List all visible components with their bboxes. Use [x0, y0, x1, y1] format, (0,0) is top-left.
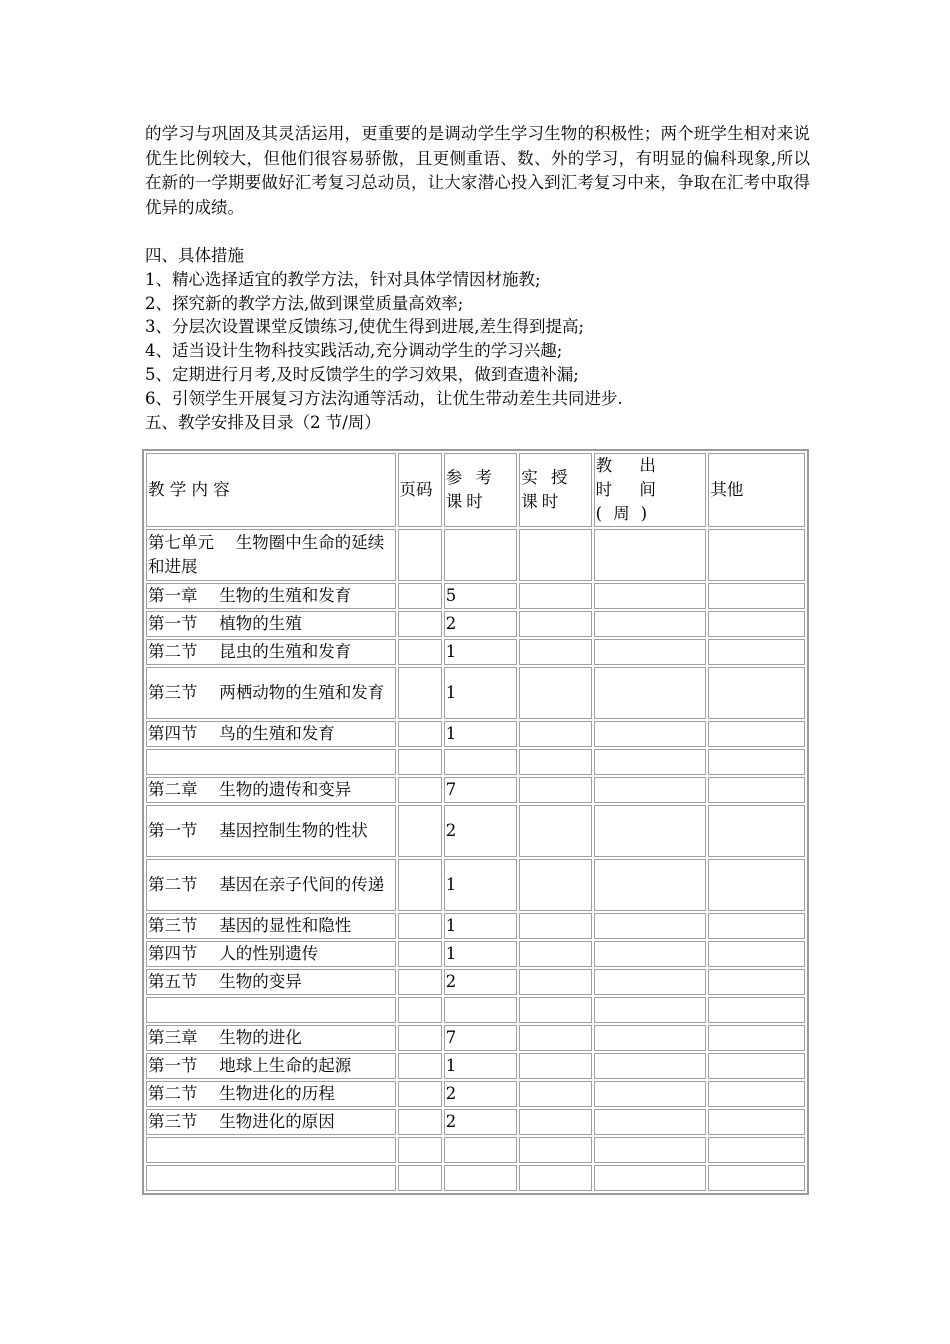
cell-page: [398, 1025, 442, 1051]
cell-actual-hours: [519, 859, 591, 911]
table-row: [146, 1053, 805, 1079]
cell-page: [398, 777, 442, 803]
cell-actual-hours: [519, 941, 591, 967]
cell-weeks: [594, 1137, 707, 1163]
cell-other: [708, 859, 805, 911]
cell-ref-hours: [444, 529, 517, 581]
cell-content: [146, 1137, 396, 1163]
table-row: [146, 1109, 805, 1135]
cell-page: [398, 1053, 442, 1079]
cell-other: [708, 1109, 805, 1135]
cell-weeks: [594, 1165, 707, 1191]
spacer: [145, 220, 810, 244]
cell-ref-hours: 2: [444, 611, 517, 637]
table-row: [146, 639, 805, 665]
cell-content: 第一章 生物的生殖和发育: [146, 583, 396, 609]
measure-item: 5、定期进行月考,及时反馈学生的学习效果，做到查遗补漏;: [145, 364, 579, 384]
cell-actual-hours: [519, 529, 591, 581]
cell-content: 第二章 生物的遗传和变异: [146, 777, 396, 803]
cell-ref-hours: [444, 749, 517, 775]
cell-ref-hours: 2: [444, 969, 517, 995]
cell-page: [398, 805, 442, 857]
cell-page: [398, 1081, 442, 1107]
cell-content: 第一节 基因控制生物的性状: [146, 805, 396, 857]
cell-actual-hours: [519, 721, 591, 747]
cell-page: [398, 941, 442, 967]
measure-item: 3、分层次设置课堂反馈练习,使优生得到进展,差生得到提高;: [145, 317, 585, 337]
cell-other: [708, 749, 805, 775]
table-row: [146, 667, 805, 719]
table-row: [146, 1025, 805, 1051]
cell-page: [398, 667, 442, 719]
cell-weeks: [594, 997, 707, 1023]
cell-page: [398, 749, 442, 775]
table-row: [146, 997, 805, 1023]
schedule-table: [142, 449, 809, 1195]
cell-page: [398, 583, 442, 609]
section4-heading: 四、具体措施: [145, 246, 244, 265]
cell-ref-hours: 1: [444, 639, 517, 665]
header-ref-hours: 参 考 课时: [444, 453, 517, 527]
header-other: 其他: [708, 453, 805, 527]
cell-weeks: [594, 1053, 707, 1079]
cell-page: [398, 969, 442, 995]
table-header-row: [146, 453, 805, 527]
cell-weeks: [594, 639, 707, 665]
section5-heading: 五、教学安排及目录（2 节/周）: [145, 412, 381, 432]
cell-page: [398, 913, 442, 939]
cell-content: 第四节 人的性别遗传: [146, 941, 396, 967]
table-row: [146, 941, 805, 967]
table-row: [146, 583, 805, 609]
cell-other: [708, 611, 805, 637]
cell-other: [708, 1081, 805, 1107]
measure-item: 6、引领学生开展复习方法沟通等活动，让优生带动差生共同进步.: [145, 388, 623, 408]
cell-actual-hours: [519, 583, 591, 609]
cell-ref-hours: 1: [444, 667, 517, 719]
cell-actual-hours: [519, 1025, 591, 1051]
cell-weeks: [594, 1025, 707, 1051]
cell-other: [708, 1165, 805, 1191]
cell-actual-hours: [519, 777, 591, 803]
cell-ref-hours: 1: [444, 913, 517, 939]
header-weeks: 教 出 时 间(周): [594, 453, 707, 527]
cell-content: 第五节 生物的变异: [146, 969, 396, 995]
cell-content: 第一节 植物的生殖: [146, 611, 396, 637]
cell-ref-hours: 1: [444, 859, 517, 911]
cell-other: [708, 583, 805, 609]
cell-other: [708, 529, 805, 581]
cell-content: 第三节 基因的显性和隐性: [146, 913, 396, 939]
table-row: [146, 529, 805, 581]
cell-actual-hours: [519, 1165, 591, 1191]
intro-paragraph: 的学习与巩固及其灵活运用，更重要的是调动学生学习生物的积极性；两个班学生相对来说优生比例较大，但他们很容易骄傲，且更侧重语、数、外的学习，有明显的偏科现象,所以在新的一学期要做好汇考复习总动员，让大家潜心投入到汇考复习中来，争取在汇考中取得优异的成绩。: [145, 124, 810, 217]
header-content: 教 学 内 容: [146, 453, 396, 527]
cell-page: [398, 721, 442, 747]
cell-other: [708, 805, 805, 857]
cell-ref-hours: 7: [444, 1025, 517, 1051]
table-row: [146, 721, 805, 747]
table-row: [146, 1137, 805, 1163]
cell-ref-hours: [444, 1137, 517, 1163]
cell-weeks: [594, 859, 707, 911]
cell-weeks: [594, 805, 707, 857]
cell-content: 第三节 两栖动物的生殖和发育: [146, 667, 396, 719]
cell-weeks: [594, 529, 707, 581]
cell-actual-hours: [519, 1053, 591, 1079]
cell-page: [398, 611, 442, 637]
cell-other: [708, 721, 805, 747]
header-page: 页码: [398, 453, 442, 527]
cell-weeks: [594, 913, 707, 939]
cell-actual-hours: [519, 913, 591, 939]
table-row: [146, 913, 805, 939]
cell-ref-hours: 1: [444, 941, 517, 967]
table-row: [146, 611, 805, 637]
cell-page: [398, 1165, 442, 1191]
cell-actual-hours: [519, 997, 591, 1023]
cell-ref-hours: 1: [444, 1053, 517, 1079]
cell-actual-hours: [519, 1109, 591, 1135]
cell-actual-hours: [519, 805, 591, 857]
cell-weeks: [594, 611, 707, 637]
cell-page: [398, 859, 442, 911]
cell-content: 第二节 昆虫的生殖和发育: [146, 639, 396, 665]
cell-other: [708, 941, 805, 967]
cell-page: [398, 529, 442, 581]
cell-weeks: [594, 721, 707, 747]
cell-content: [146, 997, 396, 1023]
cell-weeks: [594, 749, 707, 775]
cell-actual-hours: [519, 639, 591, 665]
cell-page: [398, 997, 442, 1023]
cell-content: 第四节 鸟的生殖和发育: [146, 721, 396, 747]
cell-other: [708, 777, 805, 803]
table-body: [146, 529, 805, 1191]
table-row: [146, 777, 805, 803]
cell-page: [398, 1109, 442, 1135]
cell-page: [398, 1137, 442, 1163]
cell-weeks: [594, 667, 707, 719]
cell-ref-hours: [444, 997, 517, 1023]
cell-weeks: [594, 1081, 707, 1107]
cell-content: 第二节 生物进化的历程: [146, 1081, 396, 1107]
cell-actual-hours: [519, 1137, 591, 1163]
header-actual-hours: 实 授 课时: [519, 453, 591, 527]
cell-actual-hours: [519, 969, 591, 995]
measure-item: 1、精心选择适宜的教学方法，针对具体学情因材施教;: [145, 269, 541, 289]
cell-content: 第三节 生物进化的原因: [146, 1109, 396, 1135]
measure-item: 2、探究新的教学方法,做到课堂质量高效率;: [145, 293, 464, 313]
cell-ref-hours: 5: [444, 583, 517, 609]
document-body: [145, 122, 810, 434]
cell-ref-hours: 2: [444, 805, 517, 857]
cell-content: [146, 749, 396, 775]
cell-ref-hours: [444, 1165, 517, 1191]
cell-other: [708, 1025, 805, 1051]
cell-other: [708, 1137, 805, 1163]
table-row: [146, 749, 805, 775]
cell-weeks: [594, 583, 707, 609]
cell-page: [398, 639, 442, 665]
cell-weeks: [594, 777, 707, 803]
cell-other: [708, 913, 805, 939]
cell-content: 第七单元 生物圈中生命的延续和进展: [146, 529, 396, 581]
cell-actual-hours: [519, 1081, 591, 1107]
cell-ref-hours: 2: [444, 1081, 517, 1107]
cell-other: [708, 667, 805, 719]
cell-ref-hours: 7: [444, 777, 517, 803]
cell-other: [708, 969, 805, 995]
table-row: [146, 969, 805, 995]
cell-ref-hours: 2: [444, 1109, 517, 1135]
cell-ref-hours: 1: [444, 721, 517, 747]
cell-other: [708, 997, 805, 1023]
table-row: [146, 1081, 805, 1107]
table-row: [146, 1165, 805, 1191]
cell-actual-hours: [519, 667, 591, 719]
cell-other: [708, 1053, 805, 1079]
cell-weeks: [594, 1109, 707, 1135]
cell-actual-hours: [519, 611, 591, 637]
cell-content: 第二节 基因在亲子代间的传递: [146, 859, 396, 911]
cell-content: 第一节 地球上生命的起源: [146, 1053, 396, 1079]
cell-content: 第三章 生物的进化: [146, 1025, 396, 1051]
table-row: [146, 859, 805, 911]
measure-item: 4、适当设计生物科技实践活动,充分调动学生的学习兴趣;: [145, 341, 563, 361]
table-row: [146, 805, 805, 857]
cell-content: [146, 1165, 396, 1191]
cell-weeks: [594, 969, 707, 995]
cell-actual-hours: [519, 749, 591, 775]
cell-weeks: [594, 941, 707, 967]
cell-other: [708, 639, 805, 665]
